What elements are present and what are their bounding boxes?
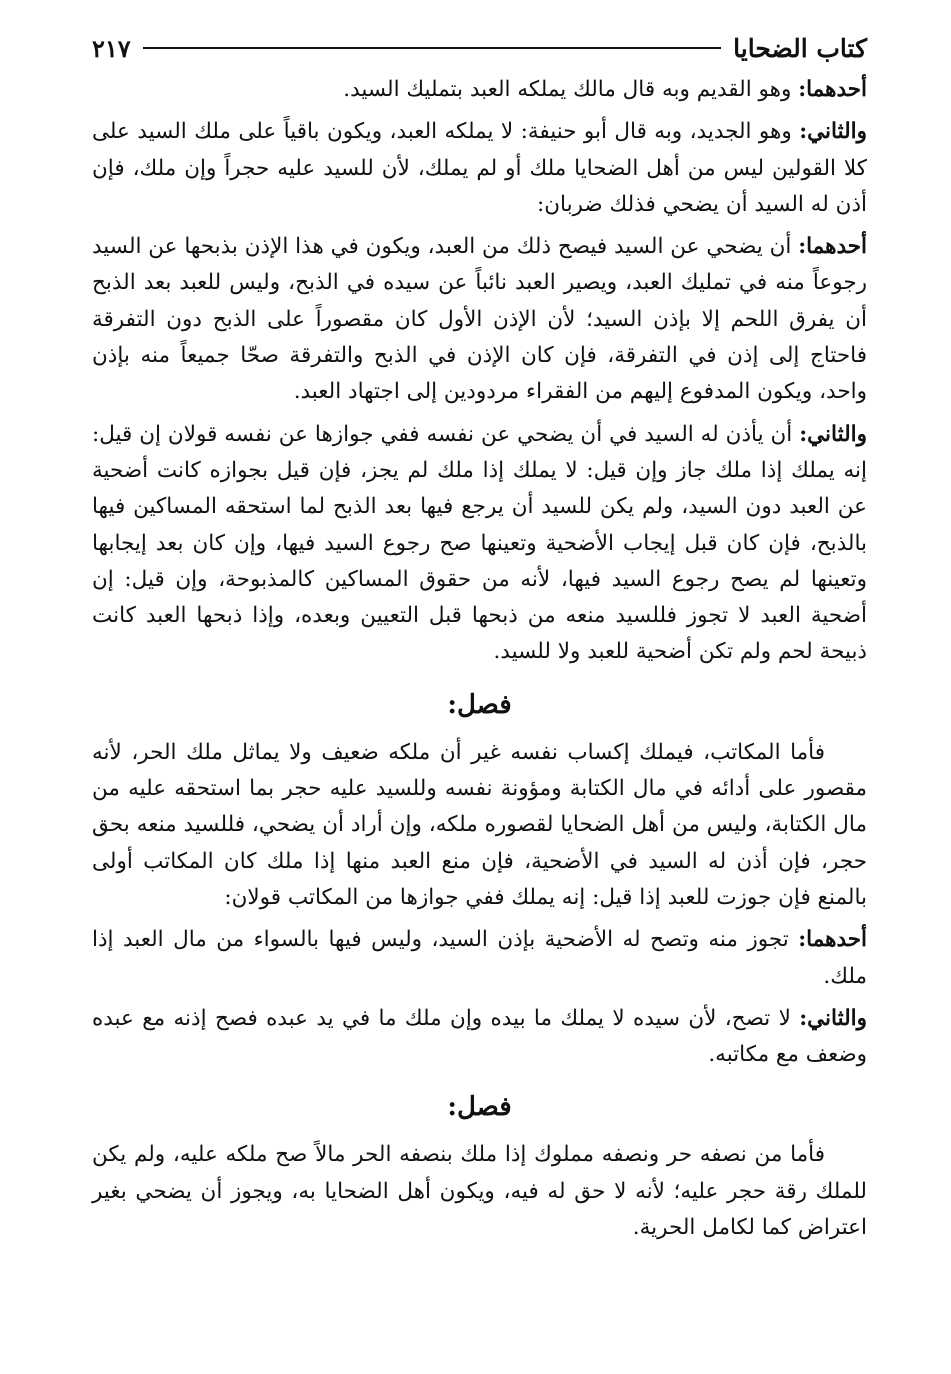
paragraph-lead: أحدهما:: [798, 234, 867, 260]
paragraph-text: تجوز منه وتصح له الأضحية بإذن السيد، وليس فيها بالسواء من مال العبد إذا ملك.: [92, 927, 867, 989]
paragraph-text: وهو الجديد، وبه قال أبو حنيفة: لا يملكه العبد، ويكون باقياً على ملك السيد على كلا القولين ليس من أهل الضحايا ملك أو لم يملك، لأن للسيد عليه حجراً وإن ملك، فإن أذن له السيد أن يضحي فذلك ضربان:: [92, 119, 867, 217]
paragraph-second-case: [92, 417, 867, 671]
paragraph-lead: والثاني:: [799, 1005, 867, 1031]
paragraph-mukatab-second-opinion: [92, 1001, 867, 1074]
section-heading: فصل:: [447, 689, 512, 720]
paragraph-mukatab: [92, 735, 867, 916]
paragraph-lead: والثاني:: [799, 421, 867, 447]
section-heading: فصل:: [447, 1092, 512, 1123]
paragraph-text: فأما المكاتب، فيملك إكساب نفسه غير أن ملكه ضعيف ولا يماثل ملك الحر، لأنه مقصور على أدائه في مال الكتابة ومؤونة نفسه وللسيد عليه حجر بما استحقه عليه من مال الكتابة، وليس من أهل الضحايا لقصوره ملكه، وإن أراد أن يضحي، فللسيد منعه بحق حجر، فإن أذن له السيد في الأضحية، فإن منع العبد منها إذا ملك كان المكاتب أولى بالمنع فإن جوزت للعبد إذا قيل: إنه يملك ففي جوازها من المكاتب قولان:: [92, 739, 867, 910]
paragraph-lead: أحدهما:: [798, 77, 867, 102]
paragraph-text: أن يأذن له السيد في أن يضحي عن نفسه ففي جوازها عن نفسه قولان إن قيل: إنه يملك إذا ملك جاز وإن قيل: لا يملك إذا ملك لم يجز، فإن قيل بجوازه كانت أضحية عن العبد دون السيد، ولم يكن للسيد أن يرجع فيها بعد الذبح لما استحقه المساكين فيها بالذبح، فإن كان قبل إيجاب الأضحية وتعينها صح رجوع السيد فيها، وإن كان بعد إيجابها وتعينها لم يصح رجوع السيد فيها، لأنه من حقوق المساكين كالمذبوحة، وإن قيل: إن أضحية العبد لا تجوز فللسيد منعه من ذبحها قبل التعيين وبعده، وإذا ذبحها العبد كانت ذبيحة لحم ولم تكن أضحية للعبد ولا للسيد.: [92, 421, 867, 665]
paragraph-lead: والثاني:: [799, 119, 867, 145]
running-header: [92, 28, 867, 68]
paragraph-mukatab-first-opinion: [92, 922, 867, 995]
paragraph-text: وهو القديم وبه قال مالك يملكه العبد بتمليك السيد.: [343, 77, 792, 102]
book-title: كتاب الضحايا: [733, 33, 867, 63]
paragraph-text: أن يضحي عن السيد فيصح ذلك من العبد، ويكون في هذا الإذن بذبحها عن السيد رجوعاً منه في تمليك العبد، ويصير العبد نائباً عن سيده في الذبح، وليس للعبد بعد الذبح أن يفرق اللحم إلا بإذن السيد؛ لأن الإذن الأول كان مقصوراً على الذبح دون التفرقة فاحتاج إلى إذن في التفرقة، فإن كان الإذن في الذبح والتفرقة صحّا جميعاً منه بإذن واحد، ويكون المدفوع إليهم من الفقراء مردودين إلى اجتهاد العبد.: [91, 234, 868, 405]
paragraph-text: لا تصح، لأن سيده لا يملك ما بيده وإن ملك ما في يد عبده فصح إذنه مع عبده وضعف مع مكاتبه.: [92, 1005, 867, 1068]
paragraph-lead: أحدهما:: [798, 927, 868, 953]
paragraph-half-free: [92, 1137, 867, 1246]
paragraph-first-case: [92, 229, 867, 410]
paragraph-first-opinion: [92, 72, 867, 108]
header-rule: [143, 47, 721, 49]
book-page: [92, 28, 867, 1252]
page-number: ٢١٧: [92, 33, 131, 63]
paragraph-text: فأما من نصفه حر ونصفه مملوك إذا ملك بنصفه الحر مالاً صح ملكه عليه، ولم يكن للملك رقة حجر عليه؛ لأنه لا حق له فيه، ويكون أهل الضحايا به، ويجوز أن يضحي بغير اعتراض كما لكامل الحرية.: [92, 1142, 867, 1241]
paragraph-second-opinion: [92, 114, 867, 223]
